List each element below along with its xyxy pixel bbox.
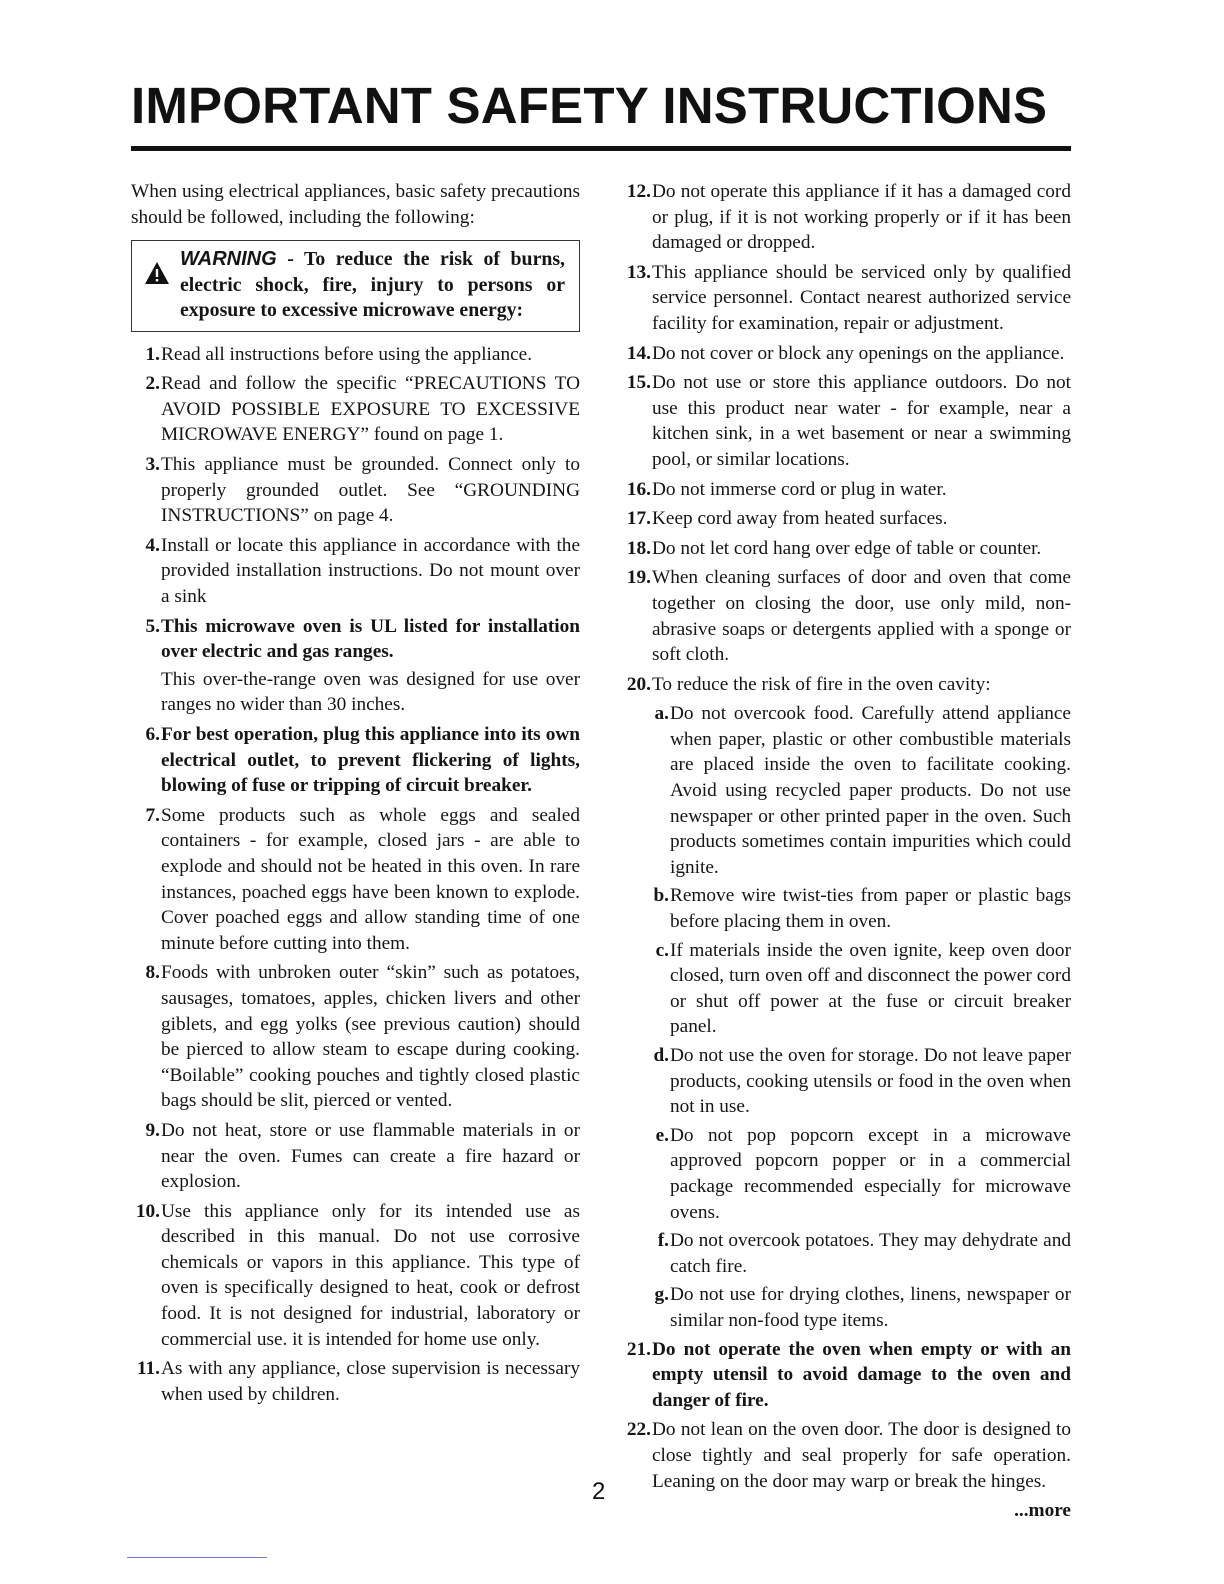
- item-text: Do not operate this appliance if it has a damaged cord or plug, if it is not working properly or if it has been damaged or dropped.: [652, 181, 1071, 254]
- warning-label: WARNING: [180, 248, 277, 271]
- warning-box: [131, 240, 580, 332]
- sub-list-item: [620, 883, 1071, 934]
- item-number: 17.: [626, 508, 651, 530]
- sub-list-item: [620, 1282, 1071, 1333]
- sub-item-text: If materials inside the oven ignite, keep oven door closed, turn oven off and disconnect the power cord or shut off power at the fuse or circuit breaker panel.: [670, 939, 1071, 1038]
- item-text: When cleaning surfaces of door and oven that come together on closing the door, use only mild, non-abrasive soaps or detergents applied with a sponge or soft cloth.: [652, 567, 1071, 666]
- sub-list-item: [620, 1123, 1071, 1225]
- item-number: 13.: [626, 261, 651, 283]
- page-number: 2: [592, 1478, 606, 1505]
- sub-item-letter: f.: [657, 1230, 669, 1252]
- item-text: For best operation, plug this appliance into its own electrical outlet, to prevent flickering of lights, blowing of fuse or tripping of circuit breaker.: [161, 724, 580, 797]
- item-text: This appliance should be serviced only by qualified service personnel. Contact nearest authorized service facility for examination, repair or adjustment.: [652, 261, 1071, 334]
- item-number: 5.: [145, 615, 160, 637]
- page-title: IMPORTANT SAFETY INSTRUCTIONS: [131, 77, 1048, 134]
- item-text: Do not immerse cord or plug in water.: [652, 478, 947, 500]
- item-number: 16.: [626, 478, 651, 500]
- warning-message: - To reduce the risk of burns, electric shock, fire, injury to persons or exposure to excessive microwave energy:: [180, 248, 565, 322]
- sub-item-letter: e.: [655, 1124, 669, 1146]
- continued-label: ...more: [1014, 1500, 1071, 1522]
- left-column: [131, 179, 580, 1411]
- list-item: [620, 672, 1071, 698]
- list-item: [620, 341, 1071, 367]
- list-item: [131, 614, 580, 718]
- item-text: Do not lean on the oven door. The door is designed to close tightly and seal properly for safe operation. Leaning on the door may warp or break the hinges.: [652, 1419, 1071, 1492]
- list-item: [620, 506, 1071, 532]
- list-item: [620, 1337, 1071, 1414]
- item-text: Do not use or store this appliance outdoors. Do not use this product near water - for example, near a kitchen sink, in a wet basement or near a swimming pool, or similar locations.: [652, 372, 1071, 470]
- intro-paragraph: When using electrical appliances, basic safety precautions should be followed, including the following:: [131, 181, 580, 228]
- item-number: 12.: [626, 181, 651, 202]
- list-item: [131, 1199, 580, 1353]
- list-item: [620, 1417, 1071, 1494]
- sub-item-text: Do not use for drying clothes, linens, newspaper or similar non-food type items.: [670, 1284, 1071, 1331]
- list-item: [620, 179, 1071, 256]
- footer-rule: [127, 1557, 267, 1558]
- list-item: [131, 371, 580, 448]
- item-body: [161, 614, 580, 718]
- item-number: 4.: [145, 534, 160, 556]
- sub-item-text: Do not pop popcorn except in a microwave approved popcorn popper or in a commercial package recommended especially for microwave ovens.: [670, 1124, 1071, 1223]
- item-text: Use this appliance only for its intended use as described in this manual. Do not use corrosive chemicals or vapors in this appliance. This type of oven is specifically designed to heat, cook or defrost food. It is not designed for industrial, laboratory or commercial use. it is intended for home use only.: [161, 1200, 580, 1350]
- item-number: 22.: [626, 1419, 651, 1441]
- item-number: 11.: [136, 1358, 160, 1380]
- sub-list-item: [620, 701, 1071, 880]
- sub-item-letter: b.: [653, 885, 669, 907]
- sub-item-text: Do not overcook potatoes. They may dehydrate and catch fire.: [670, 1230, 1071, 1277]
- list-item: [131, 803, 580, 957]
- list-item: [620, 565, 1071, 667]
- warning-text: [180, 247, 565, 324]
- list-item: [620, 477, 1071, 503]
- item-note: This over-the-range oven was designed for use over ranges no wider than 30 inches.: [161, 668, 580, 716]
- sub-list-item: [620, 1228, 1071, 1279]
- sub-list-item: [620, 938, 1071, 1040]
- item-text: Read all instructions before using the appliance.: [161, 343, 533, 365]
- item-text: Do not cover or block any openings on the appliance.: [652, 342, 1065, 364]
- item-text: Do not let cord hang over edge of table or counter.: [652, 537, 1042, 559]
- list-item: [131, 342, 580, 368]
- right-column: [620, 179, 1071, 1524]
- sub-item-letter: c.: [655, 939, 669, 961]
- item-text: Some products such as whole eggs and sealed containers - for example, closed jars - are able to explode and should not be heated in this oven. In rare instances, poached eggs have been known to explode. Cover poached eggs and allow standing time of one minute before cutting into them.: [161, 804, 580, 954]
- list-item: [620, 370, 1071, 472]
- item-number: 8.: [145, 962, 160, 984]
- item-number: 6.: [145, 724, 160, 745]
- item-number: 2.: [145, 373, 160, 395]
- item-text: Do not operate the oven when empty or with an empty utensil to avoid damage to the oven and danger of fire.: [652, 1338, 1071, 1411]
- sub-item-text: Remove wire twist-ties from paper or plastic bags before placing them in oven.: [670, 885, 1071, 933]
- sub-item-letter: g.: [654, 1284, 669, 1306]
- list-item: [131, 960, 580, 1114]
- sub-list-item: [620, 1043, 1071, 1120]
- list-item: [131, 452, 580, 529]
- list-item: [620, 260, 1071, 337]
- list-item: [620, 536, 1071, 562]
- item-number: 10.: [135, 1200, 160, 1222]
- warning-triangle-icon: [144, 261, 170, 285]
- fire-risk-sublist: [620, 701, 1071, 1333]
- item-text: To reduce the risk of fire in the oven cavity:: [652, 673, 991, 695]
- item-number: 7.: [145, 804, 160, 826]
- item-text: Keep cord away from heated surfaces.: [652, 508, 948, 530]
- item-body: [652, 672, 1071, 698]
- item-text: Install or locate this appliance in accordance with the provided installation instructions. Do not mount over a sink: [161, 534, 580, 608]
- list-item: [131, 1356, 580, 1407]
- item-number: 9.: [145, 1119, 160, 1141]
- item-number: 15.: [626, 372, 651, 394]
- item-number: 20.: [626, 673, 651, 695]
- list-item: [131, 533, 580, 610]
- item-number: 1.: [145, 343, 160, 365]
- list-item: [131, 722, 580, 799]
- list-item: [131, 1118, 580, 1195]
- item-text: As with any appliance, close supervision is necessary when used by children.: [161, 1358, 580, 1405]
- sub-item-text: Do not overcook food. Carefully attend appliance when paper, plastic or other combustible materials are placed inside the oven to facilitate cooking. Avoid using recycled paper products. Do not use newspaper or other printed paper in the oven. Such products sometimes contain impurities which could ignite.: [670, 703, 1071, 878]
- item-number: 14.: [626, 342, 651, 364]
- item-text: Do not heat, store or use flammable materials in or near the oven. Fumes can create a fire hazard or explosion.: [161, 1119, 580, 1193]
- item-number: 19.: [626, 567, 651, 589]
- sub-item-letter: a.: [654, 703, 669, 725]
- item-text: This appliance must be grounded. Connect only to properly grounded outlet. See “GROUNDING INSTRUCTIONS” on page 4.: [161, 454, 580, 527]
- sub-item-text: Do not use the oven for storage. Do not leave paper products, cooking utensils or food in the oven when not in use.: [670, 1045, 1071, 1118]
- item-text: Read and follow the specific “PRECAUTIONS TO AVOID POSSIBLE EXPOSURE TO EXCESSIVE MICROWAVE ENERGY” found on page 1.: [161, 373, 580, 446]
- sub-item-letter: d.: [653, 1045, 669, 1066]
- item-text: Foods with unbroken outer “skin” such as potatoes, sausages, tomatoes, apples, chicken livers and other giblets, and egg yolks (see previous caution) should be pierced to allow steam to escape during cooking. “Boilable” cooking pouches and tightly closed plastic bags should be slit, pierced or vented.: [161, 962, 580, 1112]
- item-number: 18.: [626, 537, 651, 559]
- item-number: 3.: [145, 454, 160, 476]
- item-text: This microwave oven is UL listed for installation over electric and gas ranges.: [161, 615, 580, 663]
- item-number: 21.: [626, 1338, 651, 1360]
- title-divider: [131, 146, 1071, 151]
